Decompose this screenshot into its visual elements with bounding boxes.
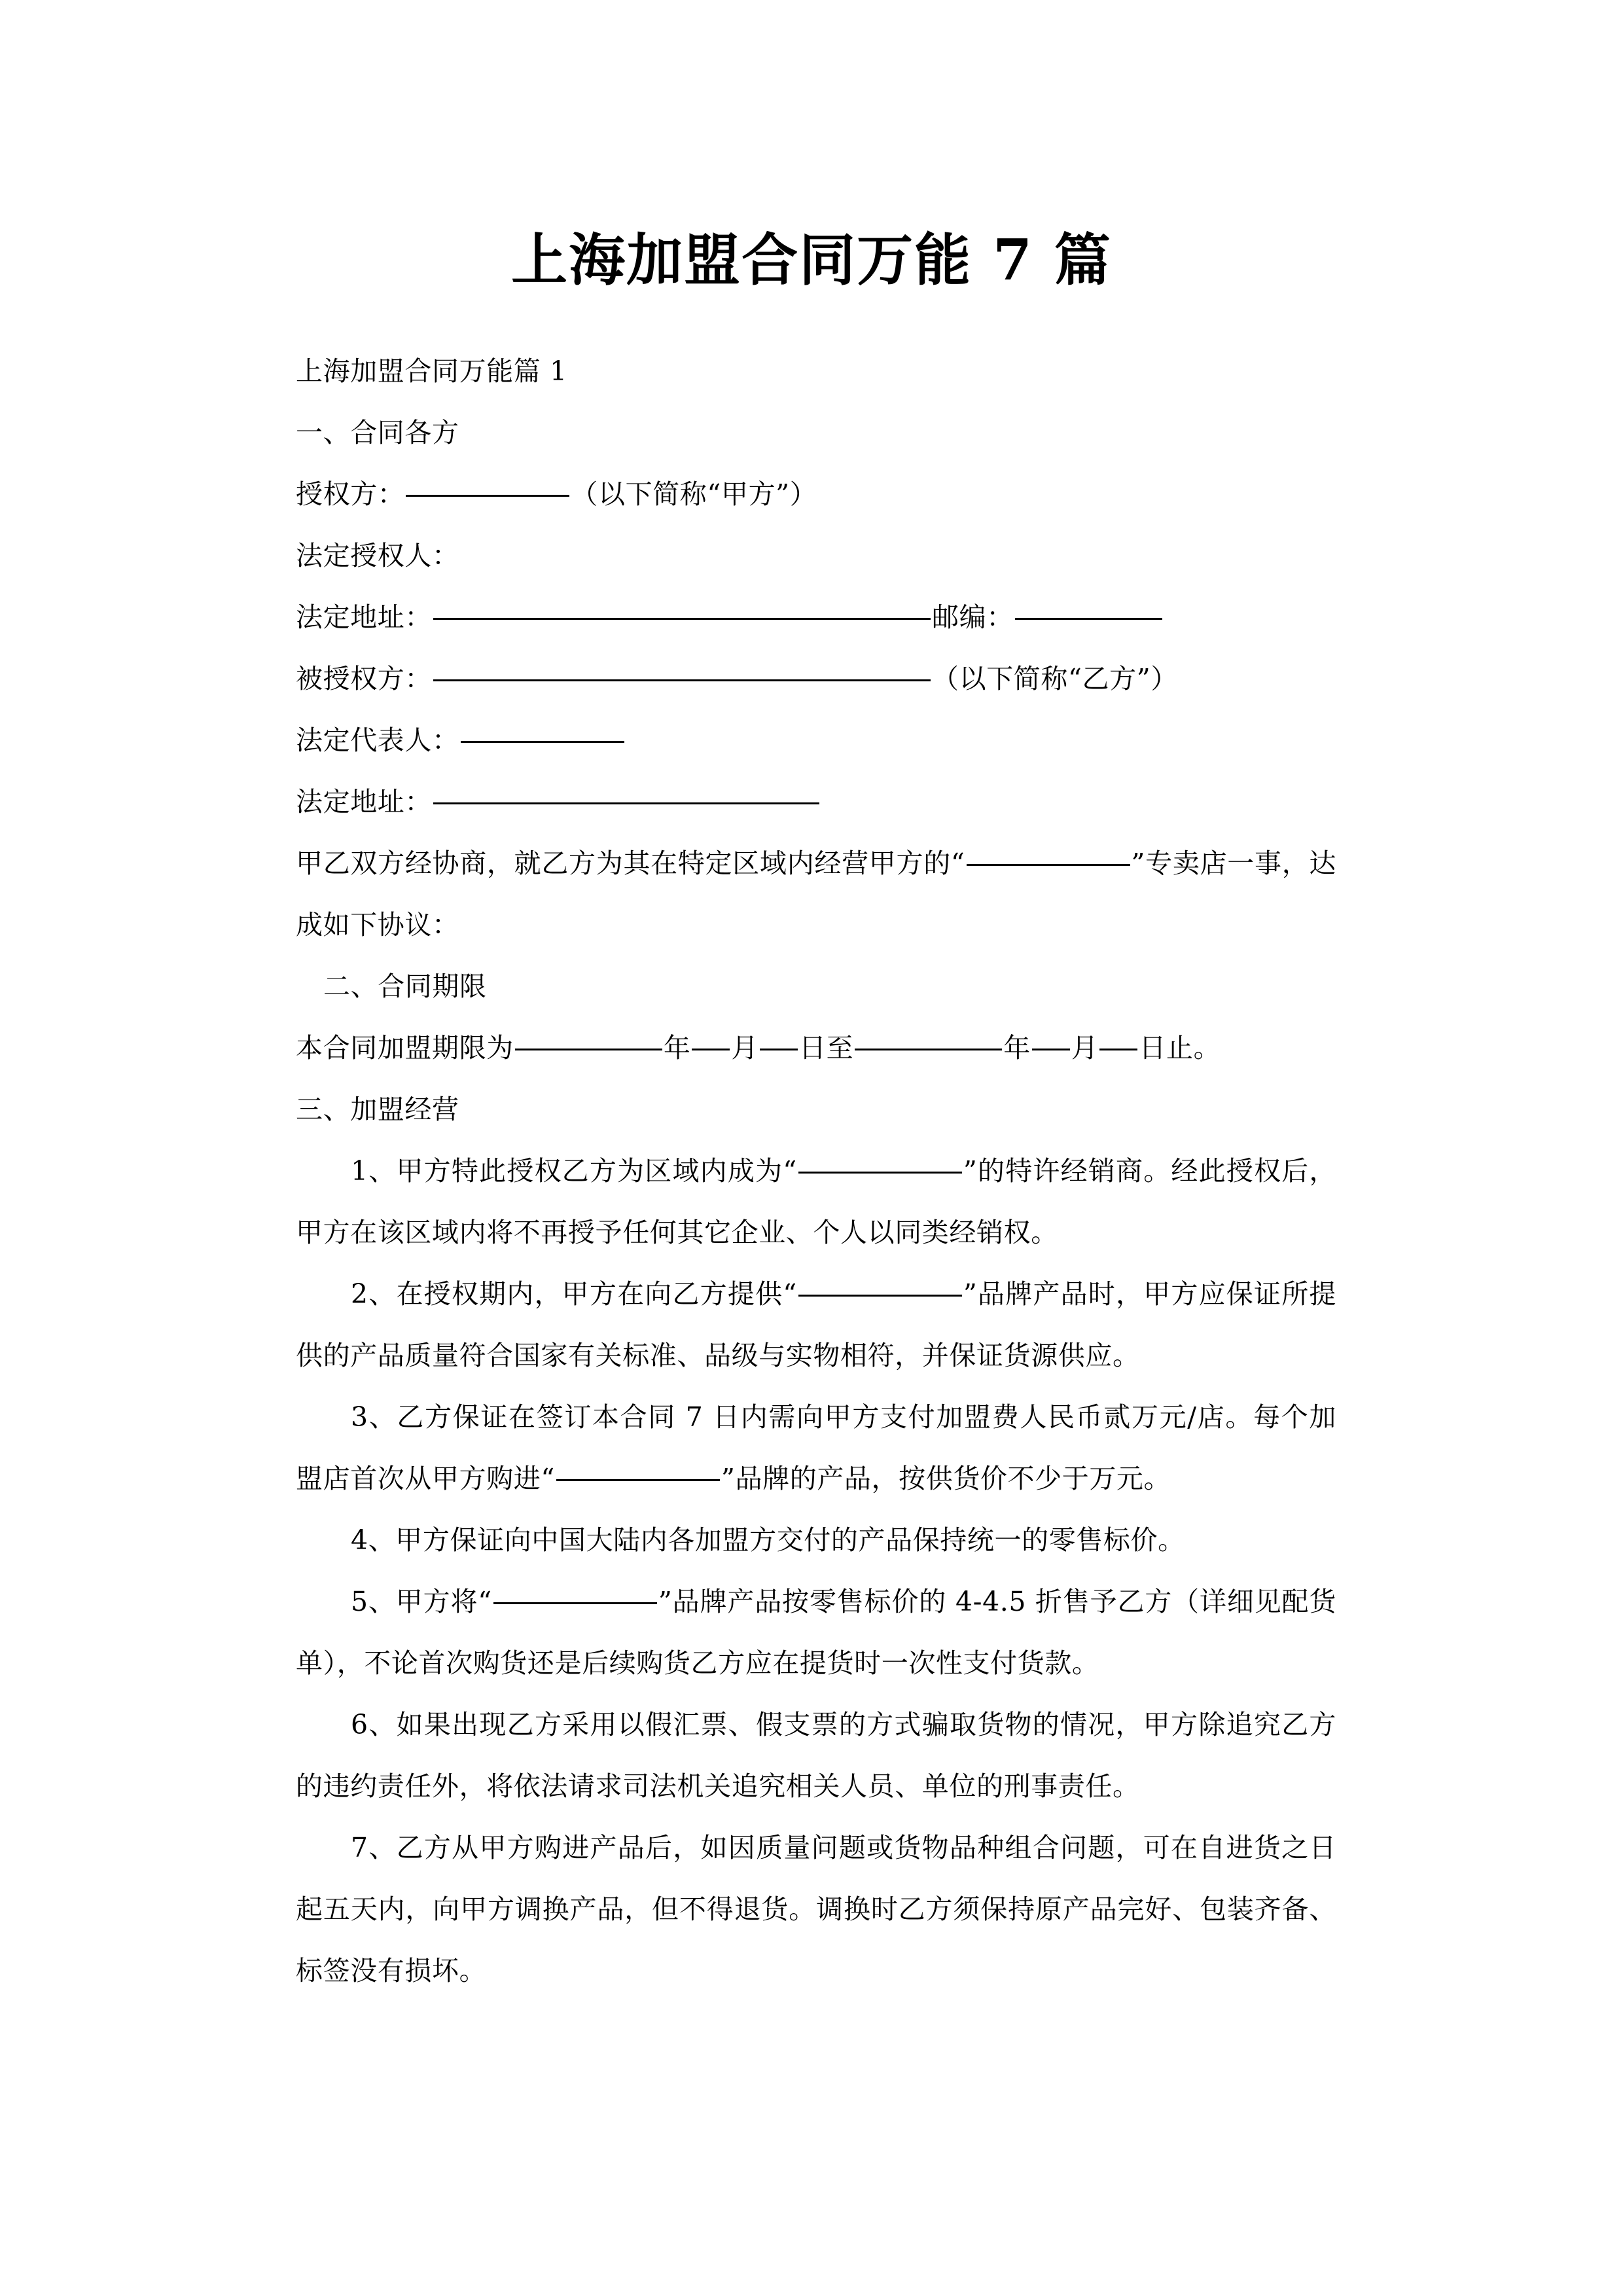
document-body	[296, 340, 1336, 2001]
clause-number-4: 4、	[351, 1524, 396, 1556]
clause-6	[296, 1694, 1336, 1817]
grantor-legal-person-label: 法定授权人：	[296, 540, 459, 571]
grantee-address-line	[296, 771, 1336, 833]
grantee-address-blank[interactable]	[433, 802, 819, 804]
clause-4	[296, 1509, 1336, 1571]
section-heading: 上海加盟合同万能篇 1	[296, 355, 567, 387]
clause-text-2b: ”品牌产品时，甲方应保证所提供的产品质量符合国家有关标准、品级与实物相符，并保证货源供应。	[296, 1278, 1336, 1371]
clause-text-1a: 甲方特此授权乙方为区域内成为“	[396, 1155, 797, 1187]
clause-text-5b: ”品牌产品按零售标价的 4-4.5 折售予乙方（详细见配货单），不论首次购货还是后续购货乙方应在提货时一次性支付货款。	[296, 1586, 1336, 1679]
preamble-text-b: ”专卖店一事，达成如下协议：	[296, 848, 1336, 941]
clause-5	[296, 1571, 1336, 1694]
grantor-address-line	[296, 586, 1336, 648]
clause-1-brand-blank[interactable]	[798, 1172, 962, 1174]
grantee-line	[296, 648, 1336, 709]
preamble-text-a: 甲乙双方经协商，就乙方为其在特定区域内经营甲方的“	[296, 848, 965, 879]
clause-1	[296, 1140, 1336, 1263]
clause-text-7a: 乙方从甲方购进产品后，如因质量问题或货物品种组合问题，可在自进货之日起五天内，向甲方调换产品，但不得退货。调换时乙方须保持原产品完好、包装齐备、标签没有损坏。	[296, 1832, 1336, 1986]
clause-text-5a: 甲方将“	[395, 1586, 492, 1617]
heading-franchise-operation: 三、加盟经营	[296, 1094, 459, 1125]
grantee-rep-line	[296, 709, 1336, 771]
term-end-year-blank[interactable]	[855, 1049, 1002, 1050]
page-title: 上海加盟合同万能 7 篇	[511, 226, 1112, 293]
grantee-suffix: （以下简称“乙方”）	[932, 663, 1178, 694]
clause-3-brand-blank[interactable]	[556, 1479, 720, 1481]
clause-7	[296, 1817, 1336, 2001]
clause-5-brand-blank[interactable]	[493, 1602, 657, 1604]
term-end-month-blank[interactable]	[1032, 1049, 1070, 1050]
clause-number-6: 6、	[351, 1709, 397, 1740]
term-month-2: 月	[1071, 1032, 1099, 1064]
term-year-1: 年	[663, 1032, 691, 1064]
term-start-month-blank[interactable]	[692, 1049, 730, 1050]
term-day-to: 日至	[799, 1032, 854, 1064]
clause-text-4a: 甲方保证向中国大陆内各加盟方交付的产品保持统一的零售标价。	[395, 1524, 1185, 1556]
grantee-rep-label: 法定代表人：	[296, 725, 459, 756]
term-year-2: 年	[1003, 1032, 1031, 1064]
grantor-address-blank[interactable]	[433, 618, 931, 620]
clause-3	[296, 1386, 1336, 1509]
preamble-brand-blank[interactable]	[967, 864, 1130, 866]
clause-number-3: 3、	[351, 1401, 397, 1433]
clause-2	[296, 1263, 1336, 1386]
term-start-day-blank[interactable]	[760, 1049, 798, 1050]
grantor-label: 授权方：	[296, 478, 405, 510]
grantor-postcode-label: 邮编：	[932, 601, 1014, 633]
grantor-line	[296, 463, 1336, 525]
clause-text-6a: 如果出现乙方采用以假汇票、假支票的方式骗取货物的情况，甲方除追究乙方的违约责任外，将依法请求司法机关追究相关人员、单位的刑事责任。	[296, 1709, 1336, 1802]
term-end-day-blank[interactable]	[1099, 1049, 1137, 1050]
clause-text-1b: ”的特许经销商。经此授权后，甲方在该区域内将不再授予任何其它企业、个人以同类经销权。	[296, 1155, 1336, 1248]
clause-text-2a: 在授权期内，甲方在向乙方提供“	[396, 1278, 797, 1310]
term-day-end: 日止。	[1139, 1032, 1221, 1064]
grantor-address-label: 法定地址：	[296, 601, 432, 633]
grantor-name-blank[interactable]	[406, 495, 569, 497]
term-line	[296, 1017, 1336, 1079]
clause-text-3b: ”品牌的产品，按供货价不少于万元。	[721, 1463, 1171, 1494]
grantee-rep-blank[interactable]	[461, 741, 624, 743]
grantee-address-label: 法定地址：	[296, 786, 432, 817]
grantor-postcode-blank[interactable]	[1015, 618, 1162, 620]
heading-contract-parties: 一、合同各方	[296, 417, 459, 448]
grantee-label: 被授权方：	[296, 663, 432, 694]
clause-number-2: 2、	[351, 1278, 397, 1310]
term-start-year-blank[interactable]	[515, 1049, 662, 1050]
grantee-name-blank[interactable]	[433, 679, 931, 681]
preamble-paragraph	[296, 833, 1336, 956]
term-prefix: 本合同加盟期限为	[296, 1032, 514, 1064]
clause-number-1: 1、	[351, 1155, 397, 1187]
term-month-1: 月	[731, 1032, 759, 1064]
heading-contract-term: 二、合同期限	[323, 971, 487, 1002]
clause-number-7: 7、	[351, 1832, 397, 1863]
clause-text-3a: 乙方保证在签订本合同 7 日内需向甲方支付加盟费人民币贰万元/店。每个加盟店首次从甲方购进“	[296, 1401, 1336, 1494]
grantor-legal-person-line	[296, 525, 1336, 586]
clause-number-5: 5、	[351, 1586, 396, 1617]
clause-2-brand-blank[interactable]	[798, 1295, 962, 1297]
grantor-suffix: （以下简称“甲方”）	[571, 478, 817, 510]
